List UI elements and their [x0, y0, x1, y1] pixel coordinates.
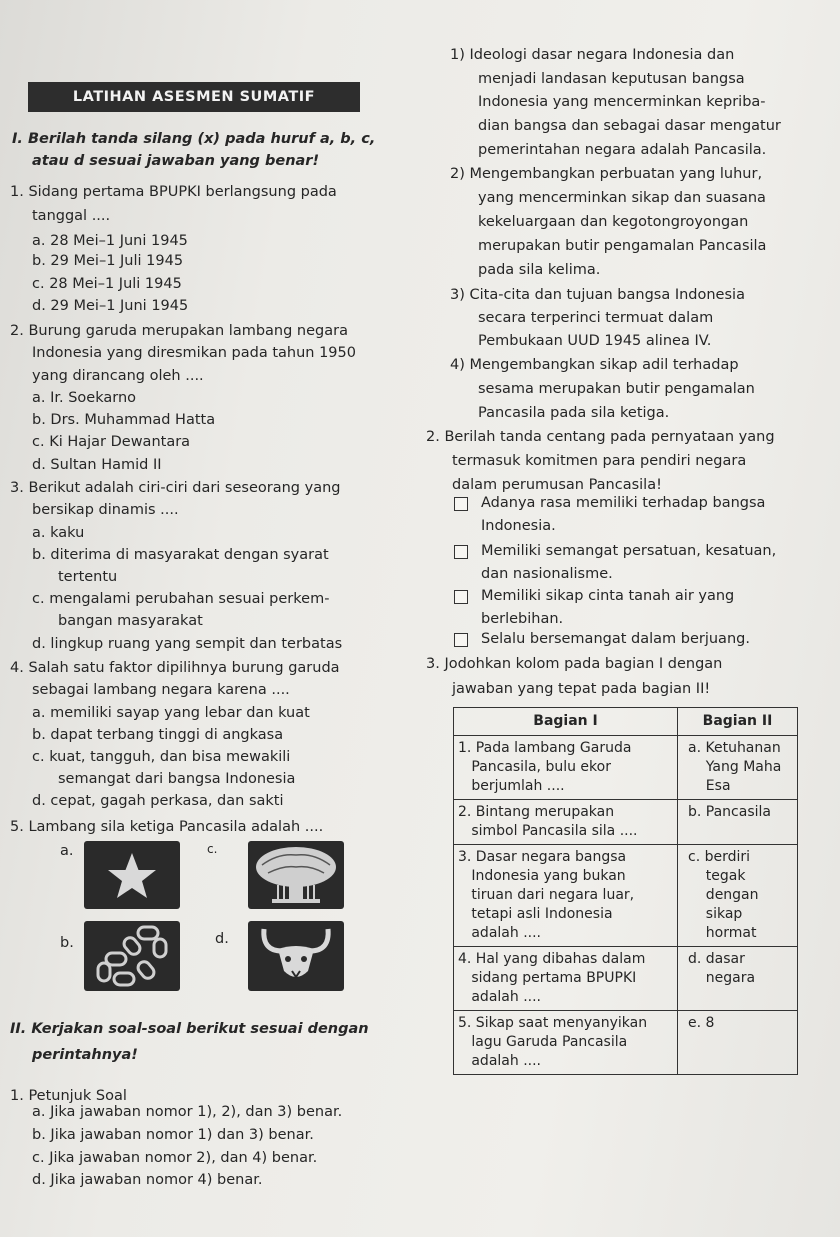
q4-line1: 4. Salah satu faktor dipilihnya burung garuda	[10, 660, 340, 676]
bagian-1-text: adalah ....	[458, 989, 541, 1005]
statement-4-line1: 4) Mengembangkan sikap adil terhadap	[450, 357, 739, 373]
statement-1-line4: dian bangsa dan sebagai dasar mengatur	[478, 118, 781, 134]
r-q2-line1: 2. Berilah tanda centang pada pernyataan yang	[426, 429, 775, 445]
table-row	[454, 1011, 798, 1075]
petunjuk-b: b. Jika jawaban nomor 1) dan 3) benar.	[32, 1127, 314, 1143]
q4-line2: sebagai lambang negara karena ....	[32, 682, 290, 698]
bagian-1-text: 1. Pada lambang Garuda	[458, 740, 632, 756]
q1-line2: tanggal ....	[32, 208, 111, 224]
r-q3-line1: 3. Jodohkan kolom pada bagian I dengan	[426, 656, 723, 672]
table-row	[454, 845, 798, 947]
bagian-2-item[interactable]	[678, 736, 798, 800]
bagian-1-text: 2. Bintang merupakan	[458, 804, 615, 820]
q2-option-b[interactable]: b. Drs. Muhammad Hatta	[32, 412, 216, 428]
bagian-2-text: negara	[688, 970, 756, 986]
table-row	[454, 800, 798, 845]
statement-1-line1: 1) Ideologi dasar negara Indonesia dan	[450, 47, 735, 63]
bagian-1-item[interactable]	[454, 947, 678, 1011]
bagian-1-item[interactable]	[454, 1011, 678, 1075]
bagian-2-item[interactable]	[678, 845, 798, 947]
bagian-1-item[interactable]	[454, 800, 678, 845]
q2-line3: yang dirancang oleh ....	[32, 368, 204, 384]
bagian-2-text: hormat	[688, 925, 757, 941]
petunjuk-c: c. Jika jawaban nomor 2), dan 4) benar.	[32, 1150, 318, 1166]
bagian-1-text: sidang pertama BPUPKI	[458, 970, 637, 986]
bagian-1-text: tiruan dari negara luar,	[458, 887, 635, 903]
q3-option-b-line1[interactable]: b. diterima di masyarakat dengan syarat	[32, 547, 329, 563]
section-title-banner	[28, 82, 360, 112]
q3-line2: bersikap dinamis ....	[32, 502, 179, 518]
q1-line1: 1. Sidang pertama BPUPKI berlangsung pada	[10, 184, 337, 200]
table-row	[454, 947, 798, 1011]
q1-option-c[interactable]: c. 28 Mei–1 Juli 1945	[32, 276, 182, 292]
chain-icon[interactable]	[84, 921, 180, 991]
statement-4-line2: sesama merupakan butir pengamalan	[478, 381, 755, 397]
section2-instruction-line2: perintahnya!	[32, 1047, 138, 1063]
r-q2-line2: termasuk komitmen para pendiri negara	[452, 453, 747, 469]
bagian-2-item[interactable]	[678, 947, 798, 1011]
bagian-2-text: dengan	[688, 887, 759, 903]
q2-option-d[interactable]: d. Sultan Hamid II	[32, 457, 162, 473]
petunjuk-title: 1. Petunjuk Soal	[10, 1088, 127, 1104]
bagian-1-text: 5. Sikap saat menyanyikan	[458, 1015, 648, 1031]
table-row	[454, 736, 798, 800]
checkbox-2-label-line2: dan nasionalisme.	[481, 566, 613, 582]
petunjuk-d: d. Jika jawaban nomor 4) benar.	[32, 1172, 263, 1188]
section2-instruction-line1: II. Kerjakan soal-soal berikut sesuai dengan	[10, 1021, 369, 1037]
bagian-1-item[interactable]	[454, 736, 678, 800]
bagian-2-text: e. 8	[688, 1015, 715, 1031]
checkbox-3[interactable]	[454, 590, 468, 604]
q1-option-d[interactable]: d. 29 Mei–1 Juni 1945	[32, 298, 189, 314]
section-title: LATIHAN ASESMEN SUMATIF	[72, 89, 316, 105]
checkbox-1-label-line2: Indonesia.	[481, 518, 556, 534]
statement-4-line3: Pancasila pada sila ketiga.	[478, 405, 670, 421]
bagian-1-text: Pancasila, bulu ekor	[458, 759, 611, 775]
q5-line1: 5. Lambang sila ketiga Pancasila adalah ....	[10, 819, 324, 835]
statement-1-line5: pemerintahan negara adalah Pancasila.	[478, 142, 767, 158]
q4-option-d[interactable]: d. cepat, gagah perkasa, dan sakti	[32, 793, 284, 809]
statement-2-line5: pada sila kelima.	[478, 262, 601, 278]
statement-3-line2: secara terperinci termuat dalam	[478, 310, 714, 326]
checkbox-4-label: Selalu bersemangat dalam berjuang.	[481, 631, 750, 647]
header-bagian-2: Bagian II	[678, 708, 798, 736]
statement-1-line3: Indonesia yang mencerminkan kepriba-	[478, 94, 766, 110]
section1-instruction-line2: atau d sesuai jawaban yang benar!	[32, 153, 320, 169]
checkbox-1-label-line1: Adanya rasa memiliki terhadap bangsa	[481, 495, 766, 511]
q3-option-b-line2: tertentu	[58, 569, 118, 585]
bagian-2-text: Yang Maha	[688, 759, 782, 775]
q4-option-a[interactable]: a. memiliki sayap yang lebar dan kuat	[32, 705, 310, 721]
q3-option-c-line2: bangan masyarakat	[58, 613, 203, 629]
bull-head-icon[interactable]	[248, 921, 344, 991]
bagian-1-text: 3. Dasar negara bangsa	[458, 849, 627, 865]
bagian-1-text: lagu Garuda Pancasila	[458, 1034, 628, 1050]
statement-2-line4: merupakan butir pengamalan Pancasila	[478, 238, 767, 254]
bagian-2-text: Esa	[688, 778, 731, 794]
q3-line1: 3. Berikut adalah ciri-ciri dari seseorang yang	[10, 480, 341, 496]
bagian-2-item[interactable]	[678, 800, 798, 845]
q3-option-a[interactable]: a. kaku	[32, 525, 85, 541]
q1-option-b[interactable]: b. 29 Mei–1 Juli 1945	[32, 253, 184, 269]
r-q3-line2: jawaban yang tepat pada bagian II!	[452, 681, 711, 697]
bagian-2-text: tegak	[688, 868, 746, 884]
bagian-1-text: Indonesia yang bukan	[458, 868, 626, 884]
statement-3-line3: Pembukaan UUD 1945 alinea IV.	[478, 333, 712, 349]
q2-option-c[interactable]: c. Ki Hajar Dewantara	[32, 434, 191, 450]
q5-option-c-label[interactable]: c.	[207, 842, 218, 856]
section1-instruction-line1: I. Berilah tanda silang (x) pada huruf a, b, c,	[12, 131, 376, 147]
statement-2-line1: 2) Mengembangkan perbuatan yang luhur,	[450, 166, 763, 182]
q5-option-d-label[interactable]: d.	[215, 931, 229, 947]
statement-3-line1: 3) Cita-cita dan tujuan bangsa Indonesia	[450, 287, 745, 303]
q3-option-d[interactable]: d. lingkup ruang yang sempit dan terbatas	[32, 636, 343, 652]
bagian-1-text: 4. Hal yang dibahas dalam	[458, 951, 646, 967]
bagian-1-text: simbol Pancasila sila ....	[458, 823, 638, 839]
star-icon[interactable]	[84, 841, 180, 909]
checkbox-3-label-line1: Memiliki sikap cinta tanah air yang	[481, 588, 735, 604]
bagian-2-text: b. Pancasila	[688, 804, 771, 820]
q2-line2: Indonesia yang diresmikan pada tahun 1950	[32, 345, 356, 361]
checkbox-3-label-line2: berlebihan.	[481, 611, 564, 627]
bagian-2-text: c. berdiri	[688, 849, 751, 865]
q5-option-b-label[interactable]: b.	[60, 935, 74, 951]
bagian-1-text: adalah ....	[458, 925, 541, 941]
banyan-tree-icon[interactable]	[248, 841, 344, 909]
r-q2-line3: dalam perumusan Pancasila!	[452, 477, 662, 493]
q2-line1: 2. Burung garuda merupakan lambang negara	[10, 323, 348, 339]
statement-2-line3: kekeluargaan dan kegotongroyongan	[478, 214, 749, 230]
bagian-1-item[interactable]	[454, 845, 678, 947]
q4-option-b[interactable]: b. dapat terbang tinggi di angkasa	[32, 727, 284, 743]
checkbox-4[interactable]	[454, 633, 468, 647]
header-bagian-1: Bagian I	[454, 708, 678, 736]
bagian-2-text: d. dasar	[688, 951, 745, 967]
q2-option-a[interactable]: a. Ir. Soekarno	[32, 390, 137, 406]
q5-option-a-label[interactable]: a.	[60, 843, 74, 859]
bagian-2-item[interactable]	[678, 1011, 798, 1075]
q4-option-c-line2: semangat dari bangsa Indonesia	[58, 771, 296, 787]
q1-option-a[interactable]: a. 28 Mei–1 Juni 1945	[32, 233, 188, 249]
matching-table	[453, 707, 798, 1075]
bagian-1-text: adalah ....	[458, 1053, 541, 1069]
statement-1-line2: menjadi landasan keputusan bangsa	[478, 71, 745, 87]
checkbox-2[interactable]	[454, 545, 468, 559]
q4-option-c-line1[interactable]: c. kuat, tangguh, dan bisa mewakili	[32, 749, 291, 765]
bagian-1-text: tetapi asli Indonesia	[458, 906, 613, 922]
bagian-2-text: a. Ketuhanan	[688, 740, 781, 756]
checkbox-1[interactable]	[454, 497, 468, 511]
bagian-2-text: sikap	[688, 906, 743, 922]
statement-2-line2: yang mencerminkan sikap dan suasana	[478, 190, 766, 206]
petunjuk-a: a. Jika jawaban nomor 1), 2), dan 3) benar.	[32, 1104, 343, 1120]
bagian-1-text: berjumlah ....	[458, 778, 565, 794]
checkbox-2-label-line1: Memiliki semangat persatuan, kesatuan,	[481, 543, 777, 559]
q3-option-c-line1[interactable]: c. mengalami perubahan sesuai perkem-	[32, 591, 330, 607]
